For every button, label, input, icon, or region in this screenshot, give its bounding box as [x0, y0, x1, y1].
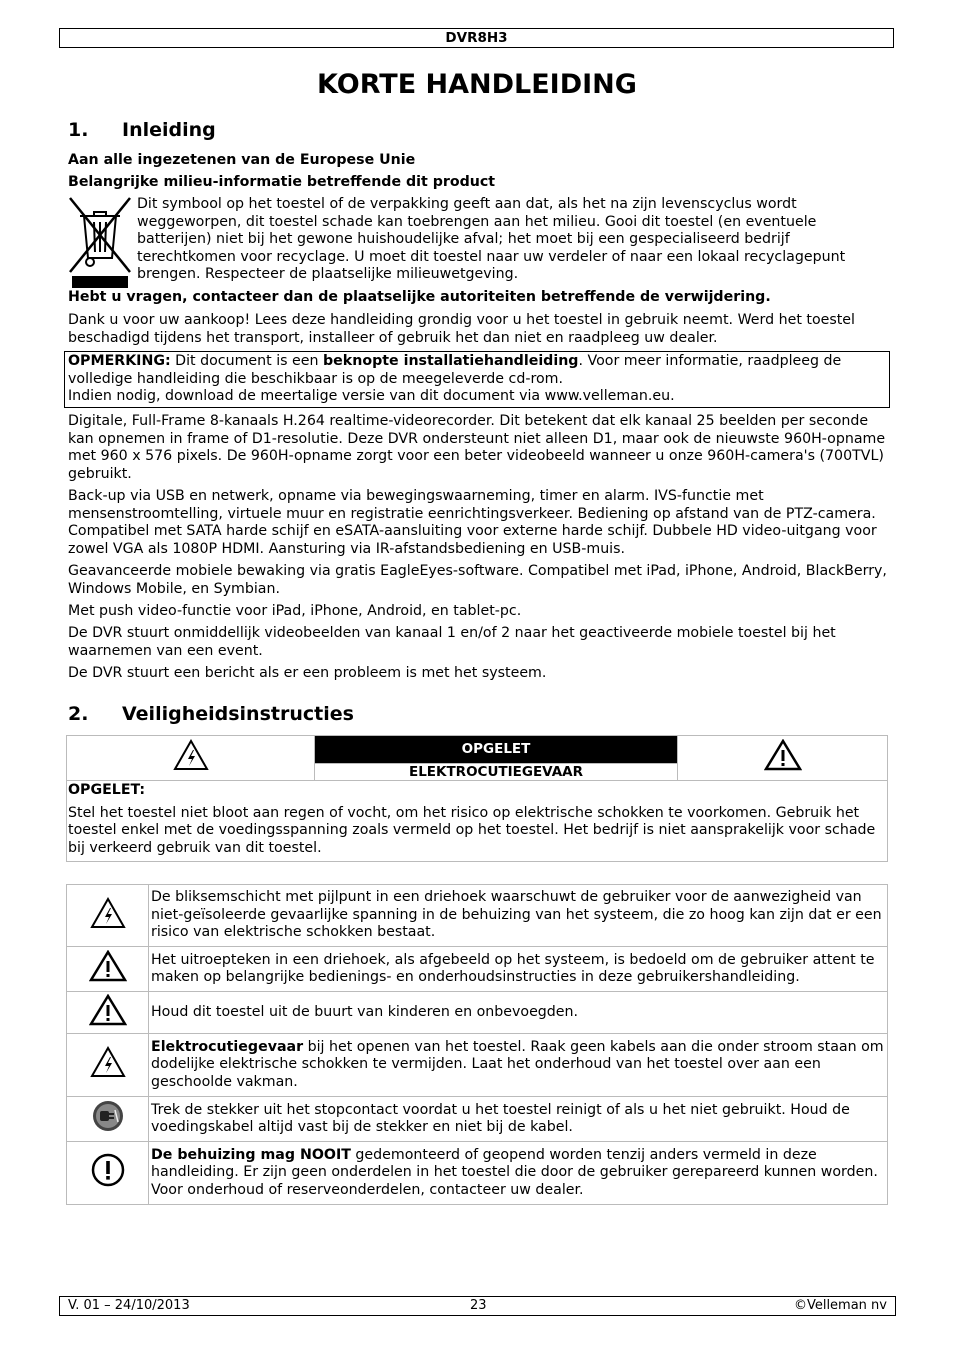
- page-number: 23: [470, 1298, 487, 1313]
- safety-text: [149, 1034, 888, 1097]
- unplug-icon: [67, 1097, 149, 1142]
- weee-text: Dit symbool op het toestel of de verpakking geeft aan dat, als het na zijn levenscyclus wordt weggeworpen, dit toestel schade kan toebrengen aan het milieu. Gooi dit toestel (en eventuele batterijen) niet bij het gewone huishoudelijke afval; het moet bij een gespecialiseerd bedrijf terechtkomen voor recyclage. U moet dit toestel naar uw verdeler of naar een lokaal recyclagepunt brengen. Respecteer de plaatselijke milieuwetgeving.: [137, 196, 846, 282]
- environment-heading: Belangrijke milieu-informatie betreffende dit product: [68, 174, 496, 190]
- section-1-number: 1.: [68, 119, 89, 141]
- safety-text-rest: gedemonteerd of geopend worden tenzij anders vermeld in deze handleiding. Er zijn geen onderdelen in het toestel die door de gebruiker gerepareerd kunnen worden. Voor onderhoud of reserveonderdelen, contacteer uw dealer.: [151, 1146, 878, 1198]
- note-text-b: . Voor meer informatie, raadpleeg de volledige handleiding die beschikbaar is op de meegeleverde cd-rom.: [68, 353, 842, 387]
- feature-paragraph: De DVR stuurt onmiddellijk videobeelden van kanaal 1 en/of 2 naar het geactiveerde mobiele toestel bij het waarnemen van een event.: [68, 625, 836, 659]
- warning-text: Stel het toestel niet bloot aan regen of vocht, om het risico op elektrische schokken te voorkomen. Gebruik het toestel enkel met de voedingsspanning zoals vermeld op het toestel. Het bedrijf is niet aansprakelijk voor schade bij verkeerd gebruik van dit toestel.: [68, 804, 876, 856]
- footer-version: V. 01 – 24/10/2013: [68, 1298, 190, 1313]
- safety-text-bold: Elektrocutiegevaar: [151, 1038, 304, 1055]
- safety-text: De bliksemschicht met pijlpunt in een driehoek waarschuwt de gebruiker voor de aanwezigheid van niet-geïsoleerde gevaarlijke spanning in de behuizing van het systeem, die zo hoog kan zijn dat er een risico van elektrische schokken bestaat.: [149, 885, 888, 947]
- warning-label: OPGELET:: [68, 782, 146, 798]
- lightning-triangle-icon: [67, 1034, 149, 1097]
- section-2-title: Veiligheidsinstructies: [122, 703, 354, 725]
- exclamation-triangle-icon: [67, 947, 149, 992]
- header-model: DVR8H3: [59, 28, 894, 48]
- questions-text: Hebt u vragen, contacteer dan de plaatselijke autoriteiten betreffende de verwijdering.: [68, 289, 771, 305]
- table-row: [67, 1097, 888, 1142]
- feature-paragraph: De DVR stuurt een bericht als er een probleem is met het systeem.: [68, 665, 547, 681]
- safety-text: [149, 1142, 888, 1205]
- feature-paragraph: Met push video-functie voor iPad, iPhone, Android, en tablet-pc.: [68, 603, 522, 619]
- note-box: [64, 351, 890, 408]
- exclamation-triangle-icon: [67, 992, 149, 1034]
- exclamation-circle-icon: [67, 1142, 149, 1205]
- safety-text: Houd dit toestel uit de buurt van kinderen en onbevoegden.: [149, 992, 888, 1034]
- lightning-triangle-icon: [67, 885, 149, 947]
- eu-heading: Aan alle ingezetenen van de Europese Unie: [68, 152, 416, 168]
- feature-paragraph: Back-up via USB en netwerk, opname via bewegingswaarneming, timer en alarm. IVS-functie met mensenstroomtelling, virtuele muur en registratie eenrichtingsverkeer. Bediening op afstand van de PTZ-camera. Compatibel met SATA harde schijf en eSATA-aansluiting voor externe harde schijf. Dubbele HD video-uitgang voor zowel VGA als 1080P HDMI. Aansturing via IR-afstandsbediening en USB-muis.: [68, 488, 877, 557]
- safety-text: Trek de stekker uit het stopcontact voordat u het toestel reinigt of als u het niet gebruikt. Houd de voedingskabel altijd vast bij de stekker en niet bij de kabel.: [149, 1097, 888, 1142]
- weee-bin-icon: [68, 196, 132, 288]
- lightning-triangle-icon: [173, 759, 209, 775]
- table-row: [67, 1034, 888, 1097]
- section-2-heading: [68, 702, 354, 726]
- shock-label: ELEKTROCUTIEGEVAAR: [315, 764, 678, 781]
- warning-left-cell: [67, 736, 315, 781]
- note-line-2: Indien nodig, download de meertalige versie van dit document via www.velleman.eu.: [68, 388, 675, 404]
- section-2-number: 2.: [68, 703, 89, 725]
- footer-copyright: ©Velleman nv: [793, 1298, 887, 1313]
- warning-right-cell: [678, 736, 888, 781]
- warning-text-cell: [67, 781, 888, 862]
- section-1-heading: [68, 118, 216, 142]
- page-title: KORTE HANDLEIDING: [317, 69, 637, 100]
- safety-table: [66, 884, 888, 1205]
- table-row: [67, 992, 888, 1034]
- note-text-a: Dit document is een: [170, 353, 324, 369]
- table-row: [67, 1142, 888, 1205]
- safety-text: Het uitroepteken in een driehoek, als afgebeeld op het systeem, is bedoeld om de gebruiker attent te maken op belangrijke bedienings- en onderhoudsinstructies in deze gebruikershandleiding.: [149, 947, 888, 992]
- warning-box: [66, 735, 888, 862]
- safety-text-rest: bij het openen van het toestel. Raak geen kabels aan die onder stroom staan om dodelijke elektrische schokken te vermijden. Laat het onderhoud van het toestel over aan een geschoolde vakman.: [151, 1038, 884, 1090]
- safety-text-bold: De behuizing mag NOOIT: [151, 1146, 351, 1163]
- table-row: [67, 885, 888, 947]
- caution-label: OPGELET: [315, 736, 678, 764]
- table-row: [67, 947, 888, 992]
- footer: [59, 1296, 896, 1316]
- feature-paragraph: Digitale, Full-Frame 8-kanaals H.264 realtime-videorecorder. Dit betekent dat elk kanaal 25 beelden per seconde kan opnemen in frame of D1-resolutie. Deze DVR ondersteunt niet alleen D1, maar ook de nieuwste 960H-opname met 960 x 576 pixels. De 960H-opname zorgt voor een beter videobeeld wanneer u onze 960H-camera's (700TVL) gebruikt.: [68, 413, 886, 482]
- note-bold: beknopte installatiehandleiding: [323, 353, 579, 369]
- section-1-title: Inleiding: [122, 119, 216, 141]
- thanks-text: Dank u voor uw aankoop! Lees deze handleiding grondig voor u het toestel in gebruik neemt. Werd het toestel beschadigd tijdens het transport, installeer of gebruik het dan niet en raadpleeg uw dealer.: [68, 312, 855, 346]
- feature-paragraph: Geavanceerde mobiele bewaking via gratis EagleEyes-software. Compatibel met iPad, iPhone, Android, BlackBerry, Windows Mobile, en Symbian.: [68, 563, 887, 597]
- note-label: OPMERKING:: [68, 353, 171, 369]
- exclamation-triangle-icon: [764, 759, 802, 775]
